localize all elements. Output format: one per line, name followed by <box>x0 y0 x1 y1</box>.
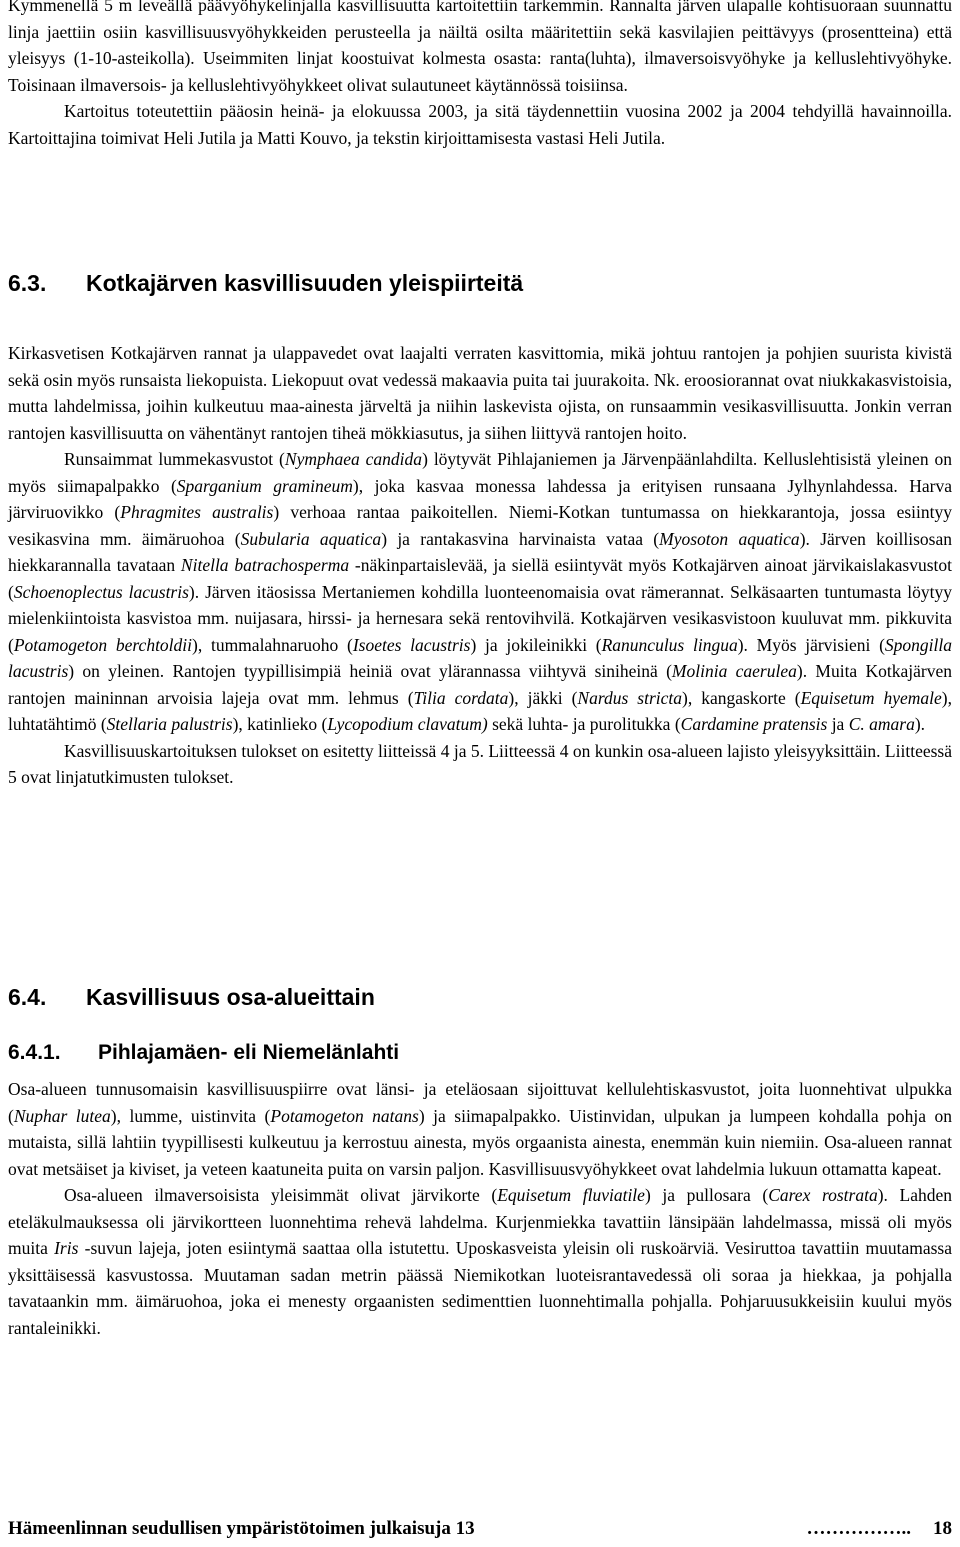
species-name: Subularia aquatica <box>240 528 382 549</box>
section-6-4-1-body <box>8 1076 952 1341</box>
paragraph: Kymmenellä 5 m leveällä päävyöhykelinjalla kasvillisuutta kartoitettiin tarkemmin. Rannalta järven ulapalle kohtisuoraan suunnattu linja jaettiin osiin kasvillisuusvyöhykkeiden perusteella ja näiltä osilta määritettiin sekä kasvilajien peittävyys (prosentteina) että yleisyys (1-10-asteikolla). Useimmiten linjat koostuivat kolmesta osasta: ranta(luhta), ilmaversoisvyöhyke ja kelluslehtivyöhyke. Toisinaan ilmaversois- ja kelluslehtivyöhykkeet olivat sulautuneet käytännössä toisiinsa. <box>8 0 952 95</box>
heading-title: Kasvillisuus osa-alueittain <box>86 984 375 1010</box>
footer-right <box>785 1518 953 1540</box>
species-name: Tilia cordata <box>413 687 509 708</box>
heading-number: 6.4.1. <box>8 1041 61 1064</box>
section-heading-6-3 <box>8 270 523 297</box>
species-name: Isoetes lacustris <box>352 634 471 655</box>
paragraph: Osa-alueen ilmaversoisista yleisimmät olivat järvikorte (Equisetum fluviatile) ja pullosara (Carex rostrata). Lahden eteläkulmauksessa oli järvikortteen luonnehtima rehevä lahdelma. Kurjenmiekka tavattiin länsipään lahdelmassa, missä oli myös muita Iris -suvun lajeja, joten esiintymä saattaa olla istutettu. Uposkasveista yleisin oli ruskoärviä. Vesiruttoa tavattiin muutamassa yksittäisessä kasvustossa. Muutaman sadan metrin päässä Niemikotkan luoteisrantavedessä oli soraa ja hiekkaa, ja pohjalla tavataankin mm. äimäruohoa, joka ei menesty orgaanisten sedimenttien luonnehtimalla pohjalla. Pohjaruusukkeisiin kuului myös rantaleinikki. <box>8 1185 953 1338</box>
species-name: Stellaria palustris <box>106 714 233 734</box>
species-name: Nitella batrachosperma <box>180 555 350 575</box>
heading-title: Pihlajamäen- eli Niemelänlahti <box>98 1041 400 1064</box>
heading-number: 6.3. <box>8 270 47 296</box>
species-name: Molinia caerulea <box>671 661 797 681</box>
paragraph: Osa-alueen tunnusomaisin kasvillisuuspiirre ovat länsi- ja eteläosaan sijoittuvat kellulehtiskasvustot, joita luonnehtivat ulpukka (Nuphar lutea), lumme, uistinvita (Potamogeton natans) ja siimapalpakko. Uistinvidan, ulpukan ja lumpeen kohdalla pohja on mutaista, sillä lahtiin tyypillisesti kulkeutuu ja kerrostuu ainesta, myös orgaanista ainesta, enemmän kuin niemiin. Osa-alueen rannat ovat metsäiset ja kiviset, ja veteen kaatuneita puita on varsin paljon. Kasvillisuusvyöhykkeet ovat lahdelmia lukuun ottamatta kapeat. <box>8 1079 952 1179</box>
species-name: Cardamine pratensis <box>680 714 828 734</box>
species-name: Ranunculus lingua <box>601 634 738 655</box>
species-name: Nardus stricta <box>577 687 683 708</box>
species-name: Spongilla lacustris <box>8 634 952 681</box>
heading-number: 6.4. <box>8 984 47 1010</box>
species-name: Equisetum hyemale <box>800 687 942 708</box>
heading-title: Kotkajärven kasvillisuuden yleispiirteitä <box>86 270 524 296</box>
page-number: 18 <box>933 1518 952 1539</box>
species-name: Sparganium gramineum <box>176 475 353 496</box>
species-name: Carex rostrata <box>768 1185 878 1205</box>
species-name: Iris <box>54 1238 79 1258</box>
intro-section <box>8 0 952 151</box>
species-name: Lycopodium clavatum) <box>327 714 488 734</box>
section-6-3-body <box>8 340 952 791</box>
species-name: Myosoton aquatica <box>659 528 800 549</box>
species-name: Nymphaea candida <box>284 449 423 469</box>
paragraph: Kartoitus toteutettiin pääosin heinä- ja elokuussa 2003, ja sitä täydennettiin vuosina 2002 ja 2004 tehdyillä havainnoilla. Kartoittajina toimivat Heli Jutila ja Matti Kouvo, ja tekstin kirjoittamisesta vastasi Heli Jutila. <box>8 101 952 148</box>
page-footer <box>8 1518 952 1540</box>
species-name: Nuphar lutea <box>13 1105 111 1126</box>
section-heading-6-4 <box>8 984 375 1011</box>
subsection-heading-6-4-1 <box>8 1041 399 1065</box>
species-name: Potamogeton natans <box>270 1105 419 1126</box>
paragraph: Runsaimmat lummekasvustot (Nymphaea candida) löytyvät Pihlajaniemen ja Järvenpäänlahdilta. Kelluslehtisistä yleinen on myös siimapalpakko (Sparganium gramineum), joka kasvaa monessa lahdessa ja erityisen runsaana Jylhynlahdessa. Harva järviruovikko (Phragmites australis) verhoaa rantaa paikoitellen. Niemi-Kotkan tuntumassa on hiekkarantoja, jossa esiintyy vesikasvina mm. äimäruohoa (Subularia aquatica) ja rantakasvina harvinaista vataa (Myosoton aquatica). Järven koillisosan hiekkarannalla tavataan Nitella batrachosperma -näkinpartaislevää, ja siellä esiintyvät myös Kotkajärven ainoat järvikaislakasvustot (Schoenoplectus lacustris). Järven itäosissa Mertaniemen kohdilla luonteenomaisia ovat rämerannat. Selkäsaarten tuntumasta löytyy mielenkiintoista kasvistoa mm. nuijasara, hirssi- ja hernesara sekä rentovihvilä. Kotkajärven vesikasvistoon kuuluvat mm. pikkuvita (Potamogeton berchtoldii), tummalahnaruoho (Isoetes lacustris) ja jokileinikki (Ranunculus lingua). Myös järvisieni (Spongilla lacustris) on yleinen. Rantojen tyypillisimpiä heiniä ovat ylärannassa viihtyvä siniheinä (Molinia caerulea). Muita Kotkajärven rantojen maininnan arvoisia lajeja ovat mm. lehmus (Tilia cordata), jäkki (Nardus stricta), kangaskorte (Equisetum hyemale), luhtatähtimö (Stellaria palustris), katinlieko (Lycopodium clavatum) sekä luhta- ja purolitukka (Cardamine pratensis ja C. amara). <box>8 449 953 734</box>
species-name: Schoenoplectus lacustris <box>13 581 189 602</box>
species-name: Equisetum fluviatile <box>497 1185 645 1205</box>
publication-title: Hämeenlinnan seudullisen ympäristötoimen julkaisuja 13 <box>8 1518 475 1539</box>
paragraph: Kasvillisuuskartoituksen tulokset on esitetty liitteissä 4 ja 5. Liitteessä 4 on kunkin osa-alueen lajisto yleisyyksittäin. Liitteessä 5 ovat linjatutkimusten tulokset. <box>8 740 952 787</box>
species-name: C. amara <box>848 714 915 734</box>
leader-dots: …………….. <box>806 1518 911 1539</box>
paragraph: Kirkasvetisen Kotkajärven rannat ja ulappavedet ovat laajalti verraten kasvittomia, mikä johtuu rantojen ja pohjien suurista kivistä sekä osin myös runsaista liekopuista. Liekopuut ovat vedessä makaavia puita tai juurakoita. Nk. eroosiorannat ovat niukkakasvistoisia, mutta lahdelmissa, joihin kulkeutuu maa-ainesta järveltä ja niihin laskevista ojista, on runsaammin vesikasvillisuutta. Jonkin verran rantojen kasvillisuutta on vähentänyt rantojen tiheä mökkiasutus, ja siihen liittyvä rantojen hoito. <box>8 343 952 443</box>
species-name: Potamogeton berchtoldii <box>13 634 193 655</box>
species-name: Phragmites australis <box>120 502 274 522</box>
